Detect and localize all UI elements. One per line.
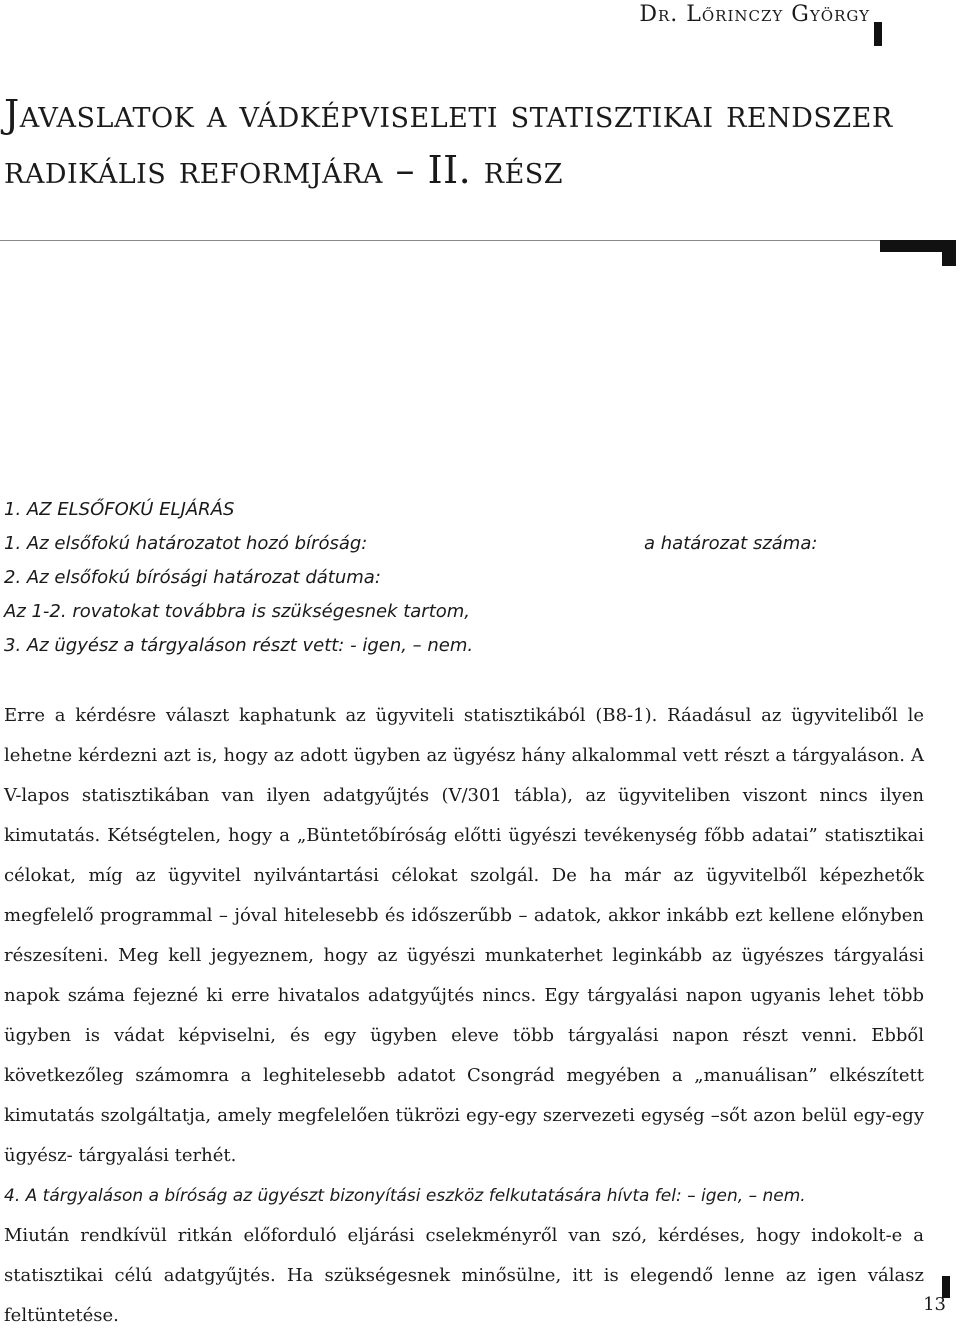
- page-number: 13: [923, 1294, 946, 1315]
- author-name: Dr. Lőrinczy György: [639, 2, 870, 27]
- bracket-mark-vertical: [942, 240, 956, 266]
- article-body: [4, 696, 924, 1336]
- decision-number-label: a határozat száma:: [644, 533, 818, 554]
- form-line-4: 3. Az ügyész a tárgyaláson részt vett: - igen, – nem.: [4, 635, 474, 656]
- form-question-4: 4. A tárgyaláson a bíróság az ügyészt bizonyítási eszköz felkutatására hívta fel: – igen, – nem.: [4, 1186, 806, 1206]
- form-line-1: [4, 532, 944, 566]
- court-label: 1. Az elsőfokú határozatot hozó bíróság:: [4, 533, 368, 554]
- section-heading: 1. AZ ELSŐFOKÚ ELJÁRÁS: [4, 499, 235, 520]
- form-line-2: 2. Az elsőfokú bírósági határozat dátuma:: [4, 567, 381, 588]
- body-paragraph-1: Erre a kérdésre választ kaphatunk az ügyviteli statisztikából (B8-1). Ráadásul az ügyviteliből le lehetne kérdezni azt is, hogy az adott ügyben az ügyész hány alkalommal vett részt a tárgyaláson. A V-lapos statisztikában van ilyen adatgyűjtés (V/301 tábla), az ügyviteliben viszont nincs ilyen kimutatás. Kétségtelen, hogy a „Büntetőbíróság előtti ügyészi tevékenység főbb adatai” statisztikai célokat, míg az ügyvitel nyilvántartási célokat szolgál. De ha már az ügyvitelből képezhetők megfelelő programmal – jóval hitelesebb és időszerűbb – adatok, akkor inkább ezt kellene előnyben részesíteni. Meg kell jegyeznem, hogy az ügyészi munkaterhet leginkább az ügyészes tárgyalási napok száma fejezné ki erre hivatalos adatgyűjtés nincs. Egy tárgyalási napon ugyanis lehet több ügyben is vádat képviselni, és egy ügyben eleve több tárgyalási napon részt venni. Ebből következőleg számomra a leghitelesebb adatot Csongrád megyében a „manuálisan” elkészített kimutatás szolgáltatja, amely megfelelően tükrözi egy-egy szervezeti egység –sőt azon belül egy-egy ügyész- tárgyalási terhét.: [4, 705, 924, 1166]
- corner-mark-top: [874, 22, 882, 46]
- form-questions: [4, 498, 944, 668]
- title-divider: [0, 240, 950, 241]
- form-line-3: Az 1-2. rovatokat továbbra is szükségesnek tartom,: [4, 601, 471, 622]
- article-title: Javaslatok a vádképviseleti statisztikai rendszer radikális reformjára – II. rész: [4, 92, 893, 192]
- body-paragraph-2: Miután rendkívül ritkán előforduló eljárási cselekményről van szó, kérdéses, hogy indokolt-e a statisztikai célú adatgyűjtés. Ha szükségesnek minősülne, itt is elegendő lenne az igen válasz feltüntetése.: [4, 1225, 924, 1326]
